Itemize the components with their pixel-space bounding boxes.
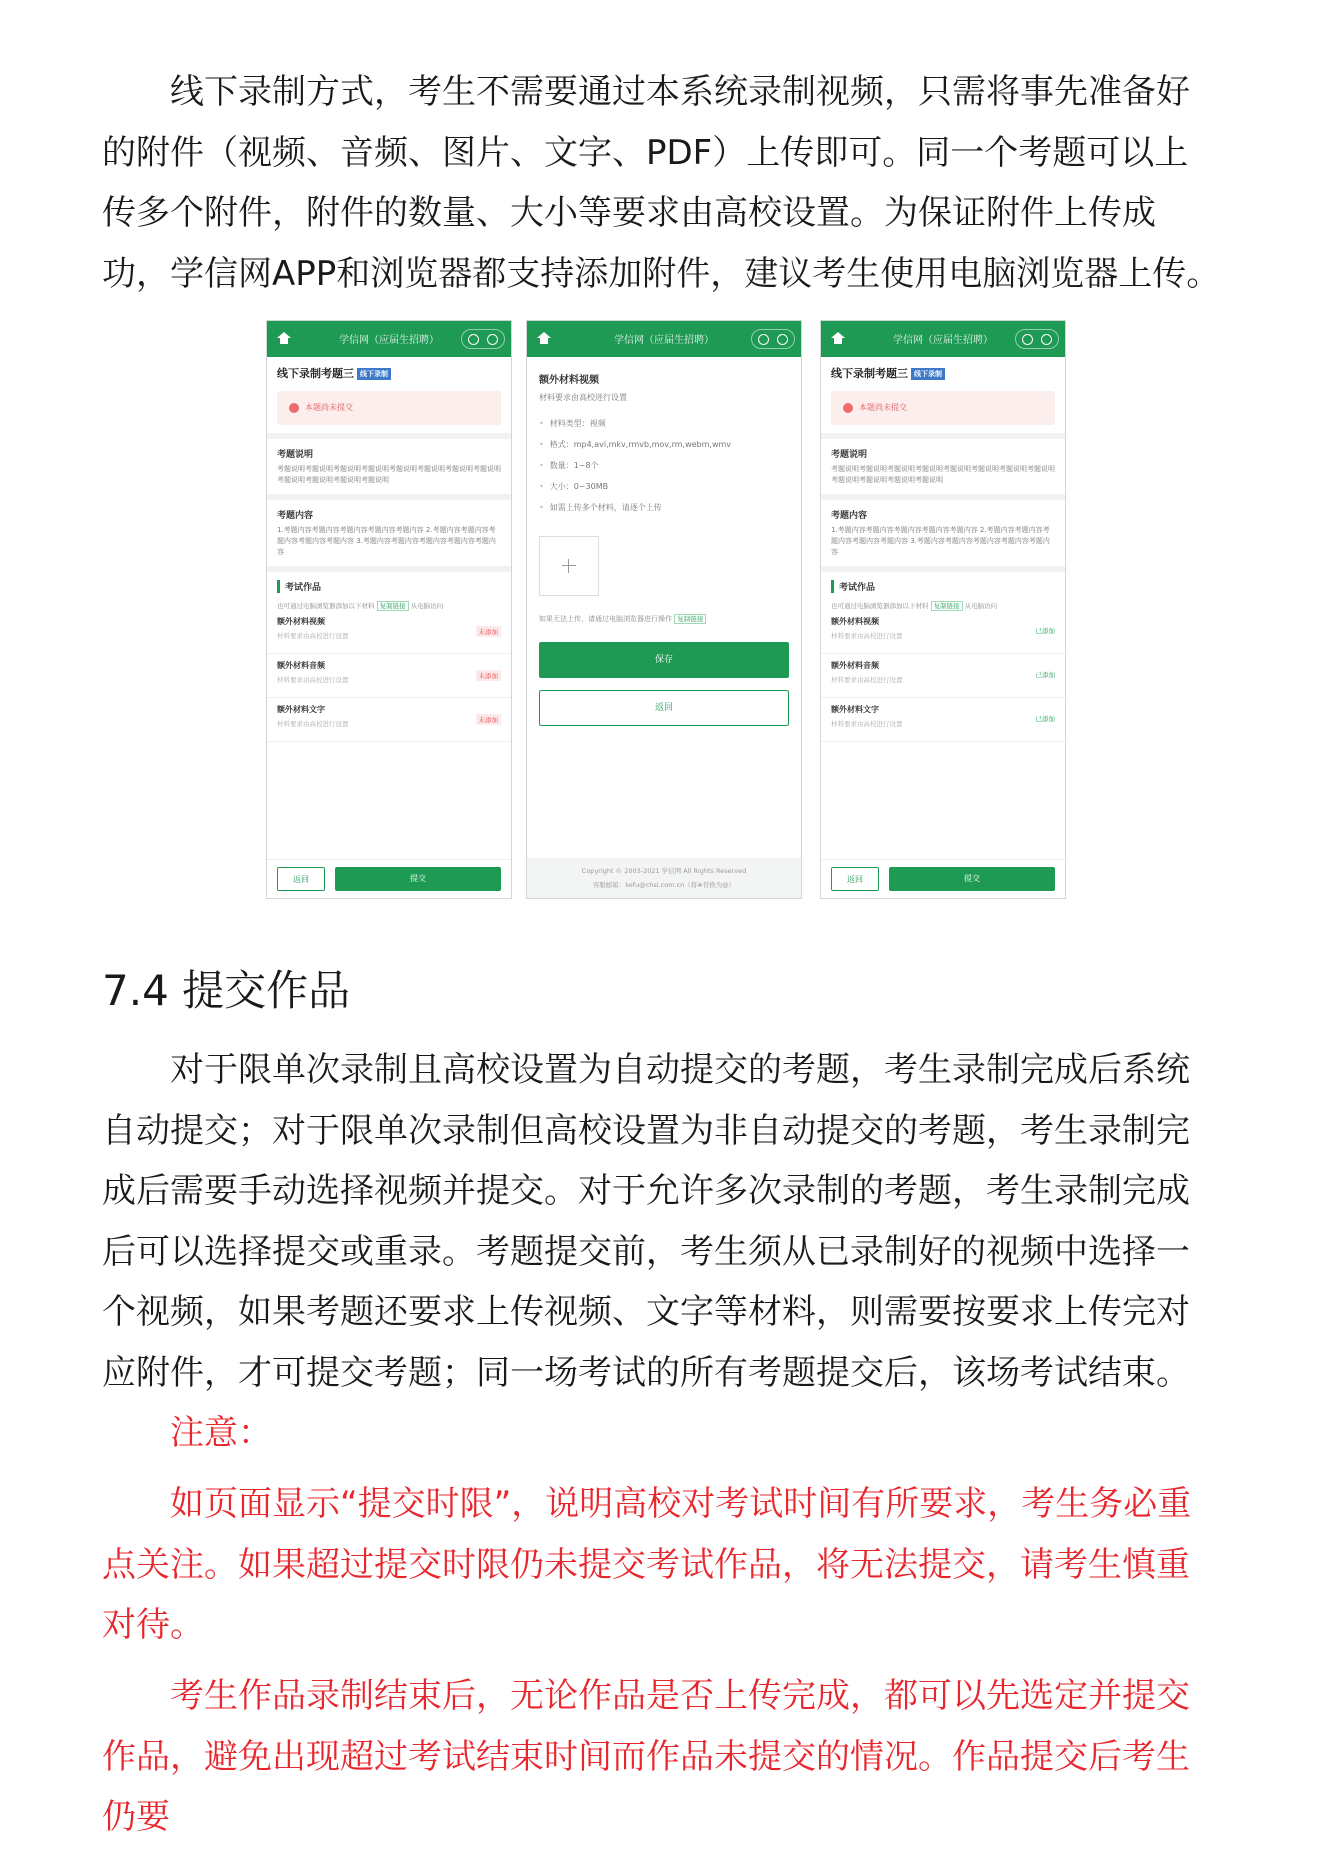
section-heading: 7.4 提交作品	[102, 966, 351, 1015]
question-title: 线下录制考题三 线下录制	[831, 365, 1055, 381]
more-icon	[758, 334, 769, 345]
warning-icon	[289, 403, 299, 413]
note-label: 注意：	[170, 1413, 272, 1453]
add-file-button[interactable]	[539, 536, 599, 596]
screenshot-added: 学信网（应届生招聘） 线下录制考题三 线下录制 本题尚未提交 考题说明 考题说明考题说明考题说明考题说明考题说明考题说明考题说明考题说明考题说明考题说明考题说明考题说明 考题内容 1.考题内容考题内容考题内容考题内容考题内容 2.考题内容考题内容考题内容考题内容考题内容 3.考题内容考题内容考题内容考题内容考题内容 考试作品 也可通过电脑浏览器添加以下材料 复制链接 从电脑访问 额外材料视频 材料要求由高校进行设置 已添加 额外材料音频 材料要求由高校进行设置 已添加 额外材料文字 材料要求由高校进行设置 已添加 返回 提交	[820, 320, 1066, 899]
footer-copyright: Copyright © 2003-2021 学信网 All Rights Reserved 客服邮箱：kefu@chsi.com.cn（将#替换为@）	[527, 858, 801, 898]
screenshot-unsubmitted: 学信网（应届生招聘） 线下录制考题三 线下录制 本题尚未提交 考题说明 考题说明考题说明考题说明考题说明考题说明考题说明考题说明考题说明考题说明考题说明考题说明考题说明 考题内容 1.考题内容考题内容考题内容考题内容考题内容 2.考题内容考题内容考题内容考题内容考题内容 3.考题内容考题内容考题内容考题内容考题内容 考试作品 也可通过电脑浏览器添加以下材料 复制链接 从电脑访问 额外材料视频 材料要求由高校进行设置 未添加 额外材料音频 材料要求由高校进行设置 未添加 额外材料文字 材料要求由高校进行设置 未添加 返回 提交	[266, 320, 512, 899]
status-alert: 本题尚未提交	[831, 391, 1055, 425]
more-icon	[1022, 334, 1033, 345]
record-mode-tag: 线下录制	[911, 368, 945, 380]
app-header: 学信网（应届生招聘）	[821, 321, 1065, 357]
status-alert: 本题尚未提交	[277, 391, 501, 425]
capsule-menu[interactable]	[751, 329, 795, 349]
capsule-menu[interactable]	[1015, 329, 1059, 349]
back-button[interactable]: 返回	[277, 867, 325, 891]
intro-paragraph: 线下录制方式，考生不需要通过本系统录制视频，只需将事先准备好的附件（视频、音频、图片、文字、PDF）上传即可。同一个考题可以上传多个附件，附件的数量、大小等要求由高校设置。为保证附件上传成功，学信网APP和浏览器都支持添加附件，建议考生使用电脑浏览器上传。	[102, 72, 1221, 294]
list-item[interactable]: 额外材料文字 材料要求由高校进行设置 未添加	[267, 698, 511, 742]
copy-link-button[interactable]: 复制链接	[674, 614, 706, 624]
save-button[interactable]: 保存	[539, 642, 789, 678]
list-item[interactable]: 额外材料音频 材料要求由高校进行设置 已添加	[821, 654, 1065, 698]
screenshot-upload: 学信网（应届生招聘） 额外材料视频 材料要求由高校进行设置 • 材料类型：视频 • 格式：mp4,avi,mkv,rmvb,mov,rm,webm,wmv • 数量：1~8个 • 大小：0~30MB • 如需上传多个材料，请逐个上传 如果无法上传，请通过电脑浏览器进行操作 复制链接 保存 返回 Copyright © 2003-2021 学信网 All Rights Reserved 客服邮箱：kefu@chsi.com.cn（将#替换为@）	[526, 320, 802, 899]
submit-button[interactable]: 提交	[335, 867, 501, 891]
note-paragraph-1: 如页面显示“提交时限”，说明高校对考试时间有所要求，考生务必重点关注。如果超过提交时限仍未提交考试作品，将无法提交，请考生慎重对待。	[102, 1484, 1192, 1645]
close-icon	[1041, 334, 1052, 345]
list-item[interactable]: 额外材料文字 材料要求由高校进行设置 已添加	[821, 698, 1065, 742]
app-header: 学信网（应届生招聘）	[527, 321, 801, 357]
list-item[interactable]: 额外材料视频 材料要求由高校进行设置 已添加	[821, 610, 1065, 654]
list-item[interactable]: 额外材料音频 材料要求由高校进行设置 未添加	[267, 654, 511, 698]
close-icon	[487, 334, 498, 345]
question-title: 线下录制考题三 线下录制	[277, 365, 501, 381]
back-button[interactable]: 返回	[539, 690, 789, 726]
submit-button[interactable]: 提交	[889, 867, 1055, 891]
record-mode-tag: 线下录制	[357, 368, 391, 380]
capsule-menu[interactable]	[461, 329, 505, 349]
warning-icon	[843, 403, 853, 413]
submit-paragraph: 对于限单次录制且高校设置为自动提交的考题，考生录制完成后系统自动提交；对于限单次录制但高校设置为非自动提交的考题，考生录制完成后需要手动选择视频并提交。对于允许多次录制的考题，考生录制完成后可以选择提交或重录。考题提交前，考生须从已录制好的视频中选择一个视频，如果考题还要求上传视频、文字等材料，则需要按要求上传完对应附件，才可提交考题；同一场考试的所有考题提交后，该场考试结束。	[102, 1050, 1190, 1393]
upload-rules: • 材料类型：视频 • 格式：mp4,avi,mkv,rmvb,mov,rm,webm,wmv • 数量：1~8个 • 大小：0~30MB • 如需上传多个材料，请逐个上传	[539, 413, 789, 518]
back-button[interactable]: 返回	[831, 867, 879, 891]
more-icon	[468, 334, 479, 345]
note-paragraph-2: 考生作品录制结束后，无论作品是否上传完成，都可以先选定并提交作品，避免出现超过考试结束时间而作品未提交的情况。作品提交后考生仍要	[102, 1676, 1190, 1837]
close-icon	[777, 334, 788, 345]
list-item[interactable]: 额外材料视频 材料要求由高校进行设置 未添加	[267, 610, 511, 654]
copy-link-button[interactable]: 复制链接	[931, 601, 963, 611]
copy-link-button[interactable]: 复制链接	[377, 601, 409, 611]
app-header: 学信网（应届生招聘）	[267, 321, 511, 357]
